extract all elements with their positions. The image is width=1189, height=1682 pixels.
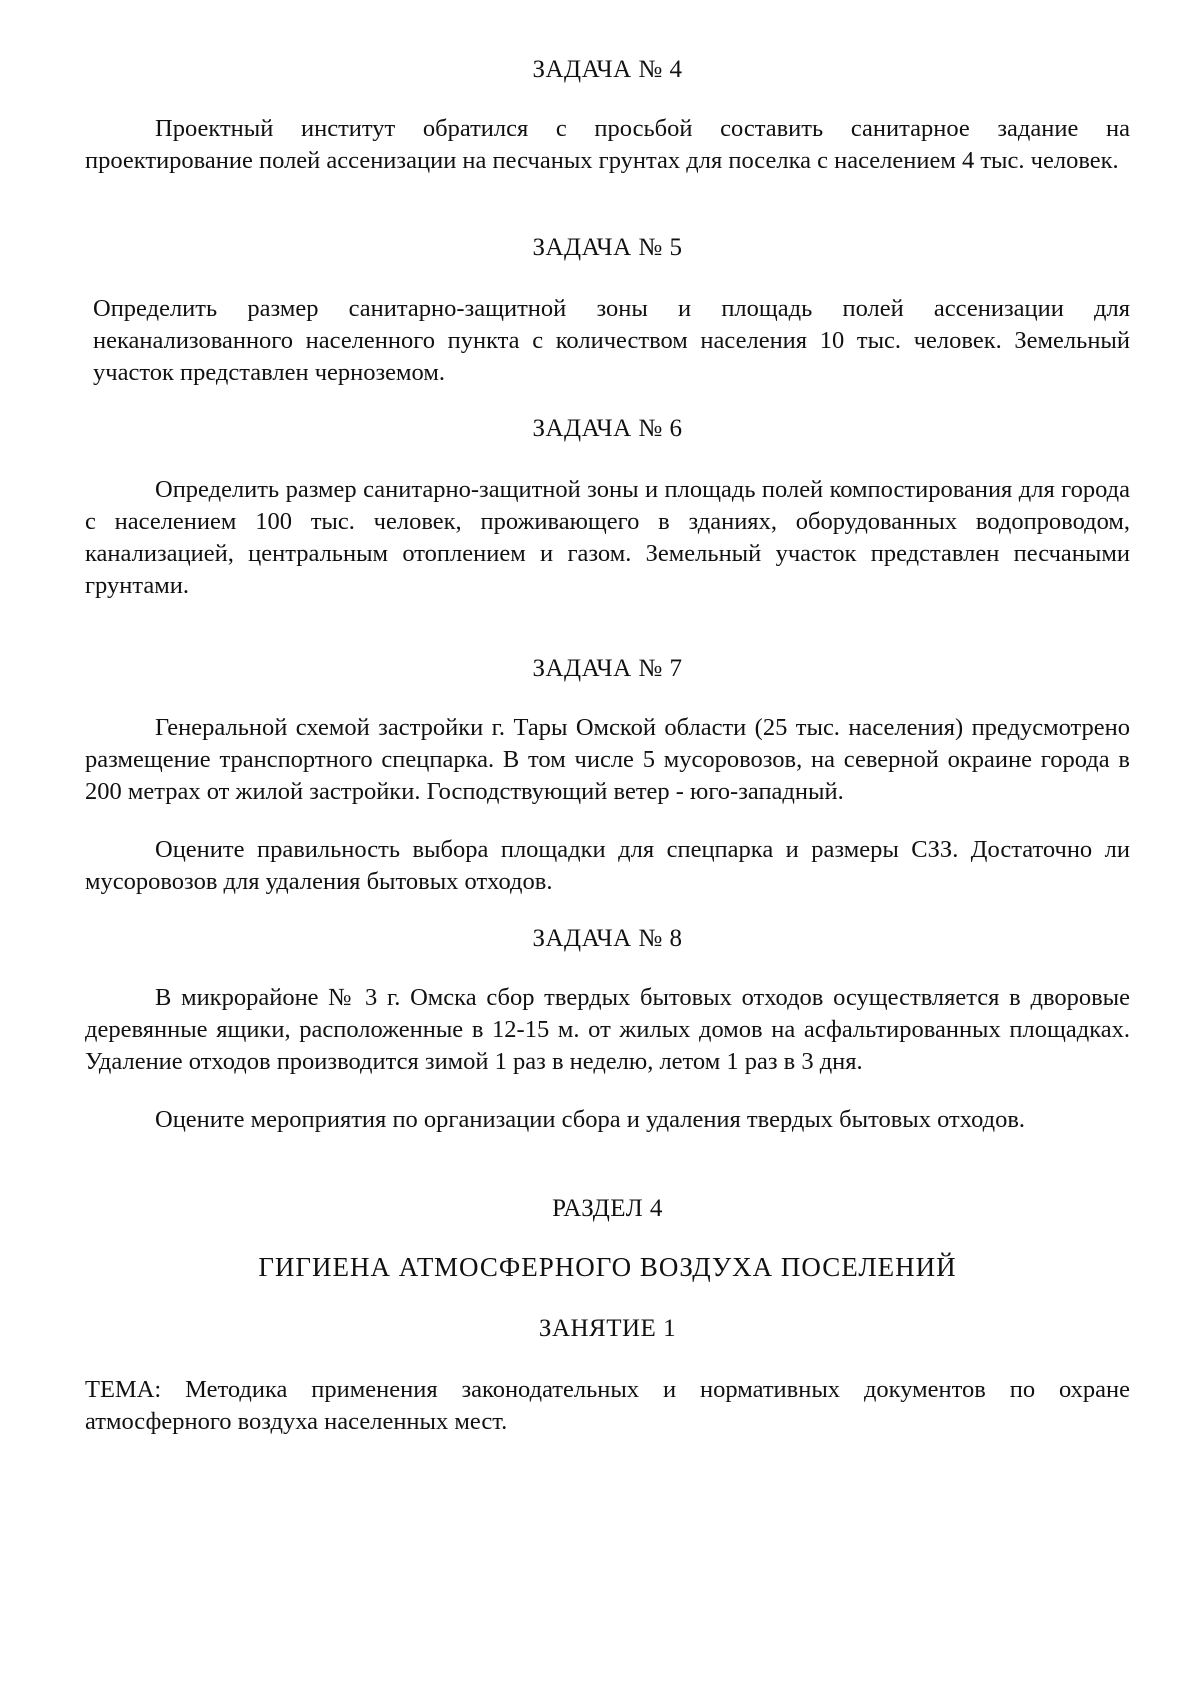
task-6-heading: ЗАДАЧА № 6	[532, 415, 683, 442]
section-title: ГИГИЕНА АТМОСФЕРНОГО ВОЗДУХА ПОСЕЛЕНИЙ	[258, 1252, 957, 1282]
task-7-text: Генеральной схемой застройки г. Тары Омской области (25 тыс. населения) предусмотрено размещение транспортного спецпарка. В том числе 5 мусоровозов, на северной окраине города в 200 метрах от жилой застройки. Господствующий ветер - юго-западный.	[85, 714, 1130, 805]
task-5-text: Определить размер санитарно-защитной зоны и площадь полей ассенизации для неканализованного населенного пункта с количеством населения 10 тыс. человек. Земельный участок представлен черноземом.	[93, 295, 1130, 386]
task-6-text: Определить размер санитарно-защитной зоны и площадь полей компостирования для города с населением 100 тыс. человек, проживающего в зданиях, оборудованных водопроводом, канализацией, центральным отоплением и газом. Земельный участок представлен песчаными грунтами.	[85, 476, 1130, 599]
task-4-text: Проектный институт обратился с просьбой составить санитарное задание на проектирование полей ассенизации на песчаных грунтах для поселка с населением 4 тыс. человек.	[85, 115, 1130, 174]
task-7-heading: ЗАДАЧА № 7	[532, 655, 683, 682]
task-5-heading: ЗАДАЧА № 5	[532, 234, 683, 261]
task-8-heading: ЗАДАЧА № 8	[532, 925, 683, 952]
section-label: РАЗДЕЛ 4	[552, 1195, 663, 1222]
task-7-question: Оцените правильность выбора площадки для спецпарка и размеры СЗЗ. Достаточно ли мусоровозов для удаления бытовых отходов.	[85, 836, 1130, 895]
task-4-heading: ЗАДАЧА № 4	[532, 56, 683, 83]
topic-text: ТЕМА: Методика применения законодательных и нормативных документов по охране атмосферного воздуха населенных мест.	[85, 1376, 1130, 1435]
task-8-text: В микрорайоне № 3 г. Омска сбор твердых бытовых отходов осуществляется в дворовые деревянные ящики, расположенные в 12-15 м. от жилых домов на асфальтированных площадках. Удаление отходов производится зимой 1 раз в неделю, летом 1 раз в 3 дня.	[85, 984, 1130, 1075]
lesson-heading: ЗАНЯТИЕ 1	[538, 1315, 677, 1342]
task-8-question: Оцените мероприятия по организации сбора и удаления твердых бытовых отходов.	[155, 1106, 1026, 1133]
